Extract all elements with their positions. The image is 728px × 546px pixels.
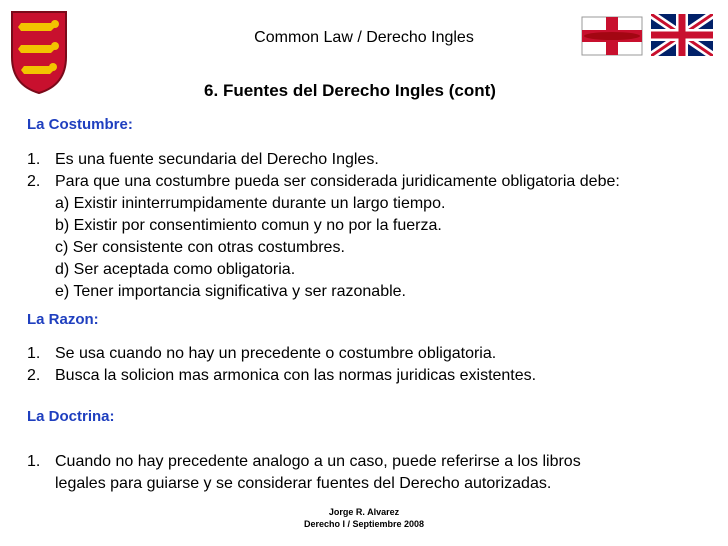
list-item: [27, 171, 620, 193]
list-item-text: Es una fuente secundaria del Derecho Ingles.: [55, 151, 379, 168]
list-item-number: 1.: [27, 151, 41, 168]
list-item-text: Cuando no hay precedente analogo a un caso, puede referirse a los libros: [55, 453, 581, 470]
list-item-continuation: legales para guiarse y se considerar fuentes del Derecho autorizadas.: [55, 475, 552, 492]
list-item: [27, 451, 581, 473]
list-item-number: 2.: [27, 367, 41, 384]
sub-item: a) Existir ininterrumpidamente durante un largo tiempo.: [55, 195, 446, 212]
list-item-number: 1.: [27, 345, 41, 362]
slide-title: 6. Fuentes del Derecho Ingles (cont): [204, 81, 496, 100]
costumbre-heading: La Costumbre:: [27, 116, 133, 133]
list-item: [27, 149, 379, 171]
doctrina-heading: La Doctrina:: [27, 408, 115, 425]
sub-item: d) Ser aceptada como obligatoria.: [55, 261, 296, 278]
list-item-text: Busca la solicion mas armonica con las normas juridicas existentes.: [55, 367, 537, 384]
list-item-text: Para que una costumbre pueda ser considerada juridicamente obligatoria debe:: [55, 173, 620, 190]
sub-item: b) Existir por consentimiento comun y no por la fuerza.: [55, 217, 442, 234]
header-title: Common Law / Derecho Ingles: [254, 29, 474, 46]
list-item-number: 2.: [27, 173, 41, 190]
sub-item: c) Ser consistente con otras costumbres.: [55, 239, 345, 256]
list-item: [27, 343, 496, 365]
list-item: [27, 365, 536, 387]
list-item-number: 1.: [27, 453, 41, 470]
footer-course: Derecho I / Septiembre 2008: [303, 519, 425, 529]
footer-author: Jorge R. Alvarez: [328, 507, 400, 517]
list-item-text: Se usa cuando no hay un precedente o costumbre obligatoria.: [55, 345, 497, 362]
razon-heading: La Razon:: [27, 311, 99, 328]
sub-item: e) Tener importancia significativa y ser razonable.: [55, 283, 406, 300]
